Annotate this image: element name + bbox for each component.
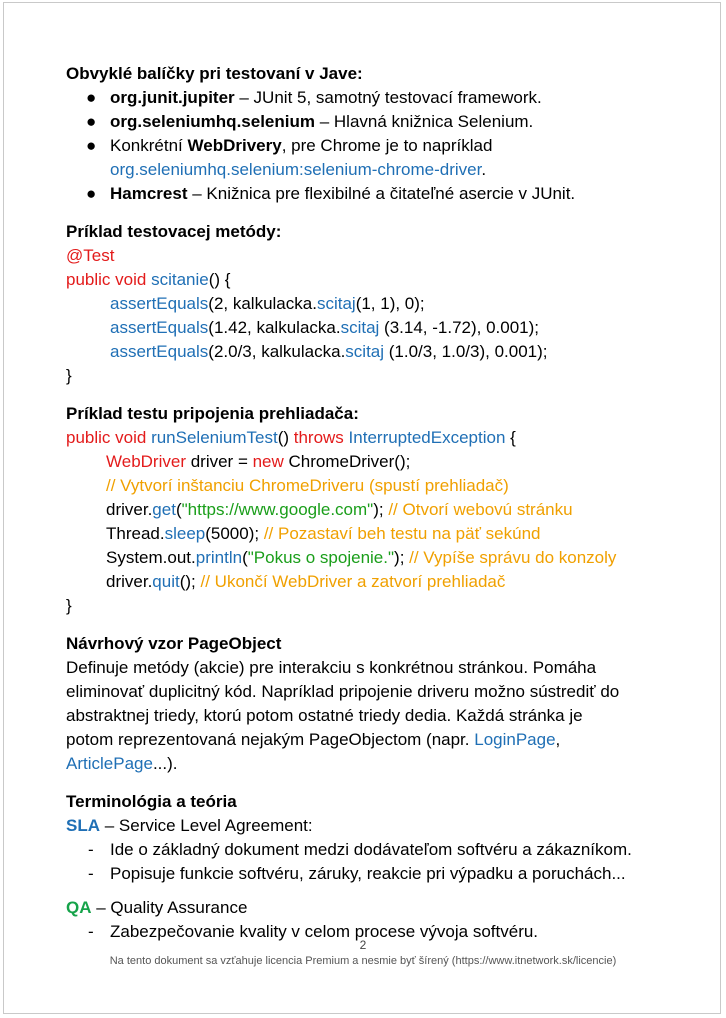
list-item: ● Konkrétní WebDrivery, pre Chrome je to napríklad	[66, 134, 686, 158]
bullet-icon: ●	[86, 136, 97, 155]
qa-term: QA – Quality Assurance	[66, 898, 248, 917]
list-item: ● org.seleniumhq.selenium – Hlavná knižnica Selenium.	[66, 110, 686, 134]
code-line: driver.get("https://www.google.com"); // Otvorí webovú stránku	[106, 500, 573, 519]
dash-icon: -	[88, 864, 94, 883]
code-line: public void runSeleniumTest() throws InterruptedException {	[66, 428, 516, 447]
paragraph-line: ArticlePage...).	[66, 754, 178, 773]
code-comment: // Vytvorí inštanciu ChromeDriveru (spustí prehliadač)	[106, 476, 509, 495]
document-content	[66, 62, 686, 944]
pageobject-heading: Návrhový vzor PageObject	[66, 634, 282, 653]
code-line: assertEquals(2, kalkulacka.scitaj(1, 1), 0);	[110, 294, 425, 313]
code-line: assertEquals(1.42, kalkulacka.scitaj (3.14, -1.72), 0.001);	[110, 318, 540, 337]
code-line: }	[66, 366, 72, 385]
license-footer: Na tento dokument sa vzťahuje licencia Premium a nesmie byť šírený (https://www.itnetwork.sk/licencie)	[109, 955, 617, 967]
bullet-icon: ●	[86, 112, 97, 131]
code-line: driver.quit(); // Ukončí WebDriver a zatvorí prehliadač	[106, 572, 506, 591]
paragraph-line: abstraktnej triedy, ktorú potom ostatné triedy dedia. Každá stránka je	[66, 706, 583, 725]
dash-icon: -	[88, 922, 94, 941]
code-line: assertEquals(2.0/3, kalkulacka.scitaj (1.0/3, 1.0/3), 0.001);	[110, 342, 548, 361]
paragraph-line: Definuje metódy (akcie) pre interakciu s konkrétnou stránkou. Pomáha	[66, 658, 597, 677]
page-number: 2	[359, 938, 367, 952]
article-page-ref: ArticlePage	[66, 754, 153, 773]
list-item: - Zabezpečovanie kvality v celom procese vývoja softvéru.	[66, 920, 686, 944]
list-item-continuation: org.seleniumhq.selenium:selenium-chrome-driver.	[110, 160, 487, 179]
packages-heading: Obvyklé balíčky pri testovaní v Jave:	[66, 64, 363, 83]
bullet-icon: ●	[86, 88, 97, 107]
code-line: WebDriver driver = new ChromeDriver();	[106, 452, 411, 471]
browser-test-heading: Príklad testu pripojenia prehliadača:	[66, 404, 359, 423]
code-line: public void scitanie() {	[66, 270, 231, 289]
sla-term: SLA – Service Level Agreement:	[66, 816, 313, 835]
code-line: }	[66, 596, 72, 615]
list-item: ● org.junit.jupiter – JUnit 5, samotný testovací framework.	[66, 86, 686, 110]
terminology-heading: Terminológia a teória	[66, 792, 237, 811]
chrome-driver-link: org.seleniumhq.selenium:selenium-chrome-driver	[110, 160, 482, 179]
list-item: - Ide o základný dokument medzi dodávateľom softvéru a zákazníkom.	[66, 838, 686, 862]
paragraph-line: eliminovať duplicitný kód. Napríklad pripojenie driveru možno sústrediť do	[66, 682, 620, 701]
paragraph-line: potom reprezentovaná nejakým PageObjectom (napr. LoginPage,	[66, 730, 561, 749]
bullet-icon: ●	[86, 184, 97, 203]
code-line: Thread.sleep(5000); // Pozastaví beh testu na päť sekúnd	[106, 524, 541, 543]
dash-icon: -	[88, 840, 94, 859]
code-line: System.out.println("Pokus o spojenie."); // Vypíše správu do konzoly	[106, 548, 617, 567]
list-item: - Popisuje funkcie softvéru, záruky, reakcie pri výpadku a poruchách...	[66, 862, 686, 886]
test-method-heading: Príklad testovacej metódy:	[66, 222, 282, 241]
code-line: @Test	[66, 246, 115, 265]
list-item: ● Hamcrest – Knižnica pre flexibilné a čitateľné asercie v JUnit.	[66, 182, 686, 206]
login-page-ref: LoginPage	[474, 730, 556, 749]
